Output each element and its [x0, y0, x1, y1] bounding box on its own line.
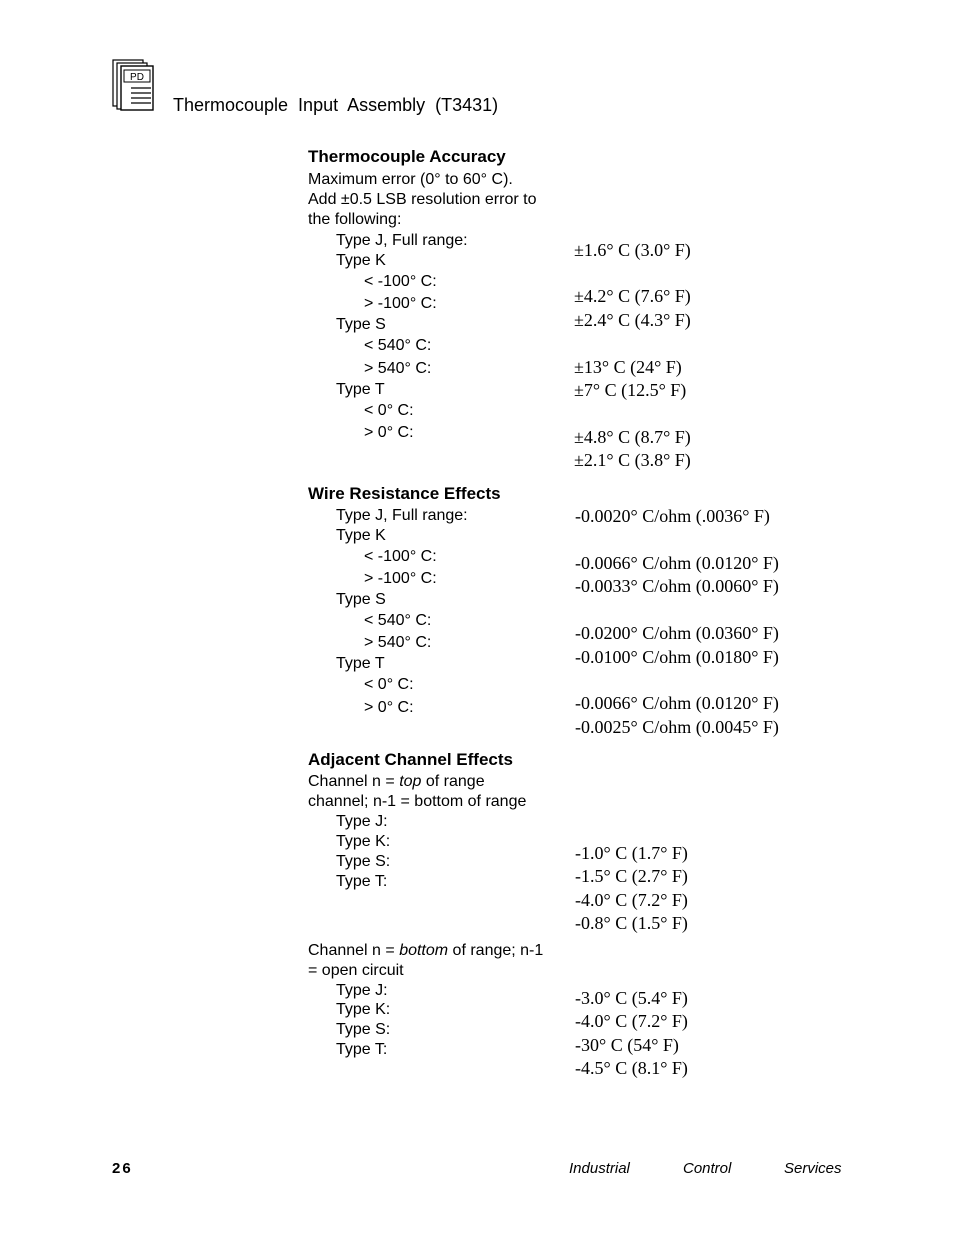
spec-value: -0.0200° C/ohm (0.0360° F): [575, 623, 779, 643]
spec-value: ±13° C (24° F): [574, 357, 682, 377]
spec-label: Type T:: [336, 873, 388, 890]
spec-label: Type J:: [336, 982, 388, 999]
spec-value: ±2.4° C (4.3° F): [574, 310, 691, 330]
spec-value: -4.5° C (8.1° F): [575, 1058, 688, 1078]
body-text: channel; n-1 = bottom of range: [308, 793, 527, 810]
spec-label: Type J, Full range:: [336, 232, 468, 249]
section-heading: Thermocouple Accuracy: [308, 147, 506, 166]
spec-value: ±4.2° C (7.6° F): [574, 286, 691, 306]
spec-label: Type S:: [336, 853, 391, 870]
spec-value: -0.8° C (1.5° F): [575, 913, 688, 933]
page-header-title: Thermocouple Input Assembly (T3431): [173, 95, 499, 115]
spec-label: < 540° C:: [364, 337, 432, 354]
spec-label: > 0° C:: [364, 699, 414, 716]
body-text: the following:: [308, 211, 402, 228]
spec-value: ±7° C (12.5° F): [574, 380, 687, 400]
body-text: Channel n = top of range: [308, 773, 485, 790]
spec-value: ±2.1° C (3.8° F): [574, 450, 691, 470]
pd-document-icon: [111, 58, 155, 112]
spec-value: -30° C (54° F): [575, 1035, 679, 1055]
spec-value: -4.0° C (7.2° F): [575, 1011, 688, 1031]
spec-label: Type K:: [336, 1001, 391, 1018]
spec-label: Type K:: [336, 833, 391, 850]
spec-value: -0.0020° C/ohm (.0036° F): [575, 506, 770, 526]
svg-text:PD: PD: [130, 72, 144, 83]
spec-value: ±1.6° C (3.0° F): [574, 240, 691, 260]
spec-label: Type S:: [336, 1021, 391, 1038]
spec-label: Type K: [336, 252, 386, 269]
page-number: 26: [112, 1160, 133, 1177]
footer-company-word: Control: [683, 1160, 732, 1177]
spec-label: Type S: [336, 316, 386, 333]
spec-value: -0.0066° C/ohm (0.0120° F): [575, 693, 779, 713]
spec-value: ±4.8° C (8.7° F): [574, 427, 691, 447]
spec-label: < 0° C:: [364, 676, 414, 693]
spec-label: > 0° C:: [364, 424, 414, 441]
spec-value: -4.0° C (7.2° F): [575, 890, 688, 910]
body-text: Add ±0.5 LSB resolution error to: [308, 191, 537, 208]
spec-value: -0.0025° C/ohm (0.0045° F): [575, 717, 779, 737]
spec-value: -1.5° C (2.7° F): [575, 866, 688, 886]
spec-label: > -100° C:: [364, 295, 437, 312]
spec-label: Type S: [336, 591, 386, 608]
footer-company-word: Services: [784, 1160, 842, 1177]
body-text: = open circuit: [308, 962, 404, 979]
spec-label: Type T: [336, 655, 385, 672]
spec-value: -0.0033° C/ohm (0.0060° F): [575, 576, 779, 596]
body-text: Maximum error (0° to 60° C).: [308, 171, 513, 188]
spec-label: > -100° C:: [364, 570, 437, 587]
spec-value: -3.0° C (5.4° F): [575, 988, 688, 1008]
section-heading: Adjacent Channel Effects: [308, 750, 513, 769]
spec-label: < -100° C:: [364, 548, 437, 565]
spec-label: < 540° C:: [364, 612, 432, 629]
spec-label: Type T: [336, 381, 385, 398]
spec-label: > 540° C:: [364, 360, 432, 377]
spec-label: Type J, Full range:: [336, 507, 468, 524]
spec-value: -1.0° C (1.7° F): [575, 843, 688, 863]
footer-company-word: Industrial: [569, 1160, 630, 1177]
spec-label: Type K: [336, 527, 386, 544]
spec-label: < 0° C:: [364, 402, 414, 419]
spec-value: -0.0066° C/ohm (0.0120° F): [575, 553, 779, 573]
section-heading: Wire Resistance Effects: [308, 484, 501, 503]
spec-label: < -100° C:: [364, 273, 437, 290]
spec-value: -0.0100° C/ohm (0.0180° F): [575, 647, 779, 667]
body-text: Channel n = bottom of range; n-1: [308, 942, 544, 959]
spec-label: > 540° C:: [364, 634, 432, 651]
spec-label: Type J:: [336, 813, 388, 830]
spec-label: Type T:: [336, 1041, 388, 1058]
